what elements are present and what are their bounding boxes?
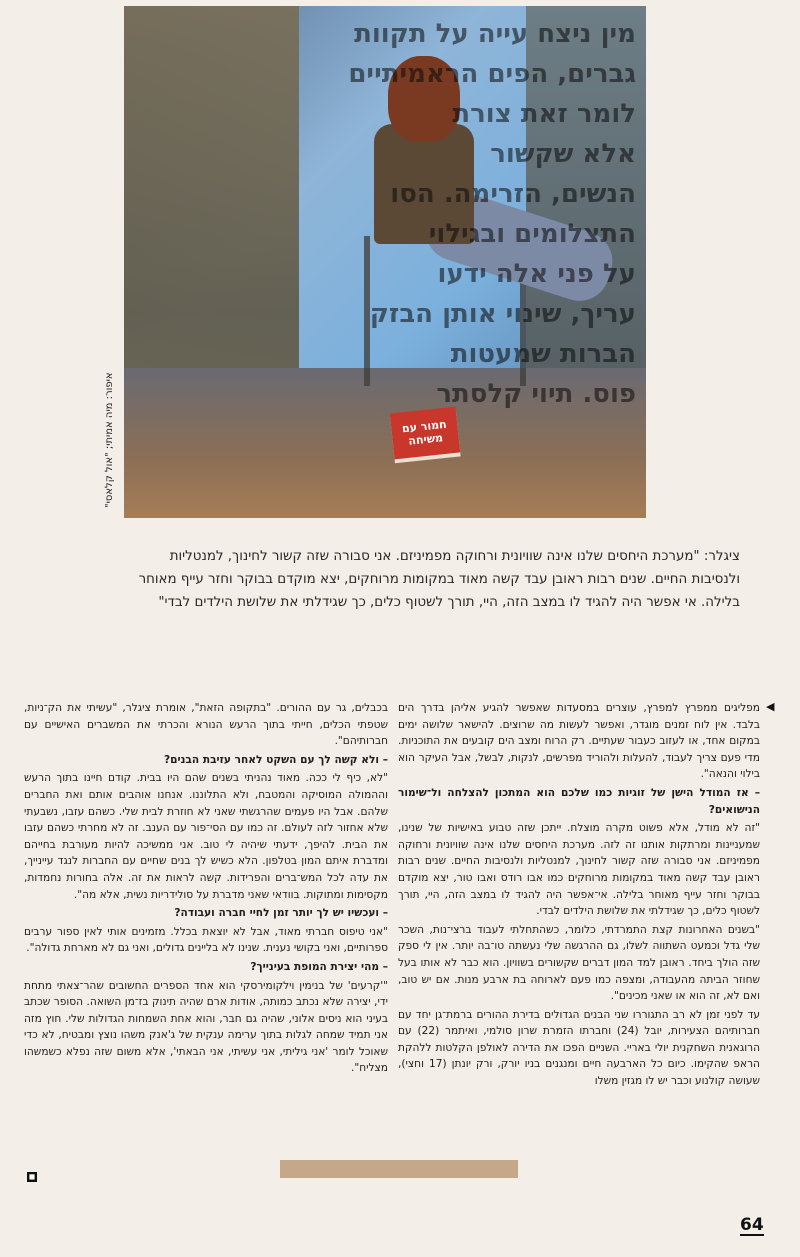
photo: [124, 6, 646, 518]
overlay-line: אלא שקשור: [490, 139, 636, 169]
interview-question: – ועכשיו יש לך יותר זמן לחיי חברה ועבודה?: [174, 907, 388, 920]
paragraph: "זה לא מודל, אלא פשוט מקרה מוצלח. ייתכן שזה טבוע באישיות של שנינו, שמעניינות ומרתקות אותנו זה לזה. מערכת היחסים שלנו אינה שוויונית ורחוקה מפמיניזם. אני סבורה שזה קשור לחינוך, למנטליות ולנסיבות החיים. שנים רבות ראובן עבד קשה מאוד במקומות מרוחקים כמו אבו רודס ואבו טור, יצא מוקדם בבוקר וחזר עייף מאוחר בלילה. אי־אפשר היה להגיד לו במצב הזה, היי, תורך לשטוף כלים, כך שגידלתי את שלושת הילדים לבדי.: [398, 822, 760, 918]
paragraph: "אני טיפוס חברתי מאוד, אבל לא יוצאת בכלל. מזמינים אותי לאין ספור ערבים ספרותיים, ואני בקושי נענית. שנינו לא בליינים גדולים, ואני גם לא מארחת גדולה".: [24, 925, 388, 955]
overlay-line: לומר זאת צורת: [452, 99, 636, 129]
paragraph: מפליגים ממפרץ למפרץ, עוצרים במסעדות שאפשר להגיע אליהן בדרך הים בלבד. אין לוח זמנים מוגדר, ואפשר לעשות מה שרוצים. להישאר שלושה ימים במקום אחד, או לעזוב כעבור שעתיים. רק הרוח ומצב הים קובעים את התוכניות. מדי פעם צריך לעבוד, להעלות ולהוריד מפרשים, לנקות, לבשל, אבל העיקר הוא בילוי והנאה".: [398, 702, 760, 781]
overlay-line: התצלומים ובגילוי: [428, 219, 636, 249]
photo-text-overlay: [124, 6, 646, 518]
paragraph: "לא, כיף לי ככה. מאוד נהניתי בשנים שהם היו בבית. קודם חיינו בתוך הרעש וההמולה המוסיקה והמטבח, ולא התלוננו. אנחנו אוהבים אותם ואת החברים שלהם. אבל היו פעמים שהרגשתי שאני לא חוזרת לבית שלי. כשהם עזבו, נשבעתי שלא אחזור לזה לעולם. זה כמו עם הסי־פור עם הענב. זה לא מחרתי כשהם עזבו את הבית. להיפך, ידעתי שיהיה לי טוב. אני ממשיכה להיות מעורבת בחייהם ומדברת איתם המון בטלפון. הלא כשיש לך בנים שחיים עם החברות לנגד עיינייך, את עדה לכל המש־ברים והפרידות. קשה לראות את זה. אלה בחורות נחמדות, מקסימות ומתוקות. בוודאי שאני מדברת על סולידריות נשית, אלא מה".: [24, 772, 388, 901]
end-mark-icon: ◼: [28, 1172, 36, 1181]
interview-question: – ולא קשה לך עם השקט לאחר עזיבת הבנים?: [163, 753, 388, 766]
overlay-line: על פני אלה ידעו: [437, 259, 636, 289]
article-column-left: [24, 700, 388, 1079]
photo-caption: ציגלר: "מערכת היחסים שלנו אינה שוויונית ורחוקה מפמיניזם. אני סבורה שזה קשור לחינוך, למנטליות ולנסיבות החיים. שנים רבות ראובן עבד קשה מאוד במקומות מרוחקים, יצא מוקדם בבוקר וחזר עייף מאוחר בלילה. אי אפשר היה להגיד לו במצב הזה, היי, תורך לשטוף כלים, כך שגידלתי את שלושת הילדים לבדי": [138, 549, 740, 610]
paragraph: "'קרעים' של בנימין וילקומירסקי הוא אחד הספרים החשובים שהר־צאתי מתחת ידי, יצירה שלא נכתב כמותה, אודות ארם שהיה תינוק בז־מן השואה. הסופר שכתב בעיני הוא ניסים אלוני, שהיה גם חבר, והוא אחת השמחות הגדולות שלי. חוץ מזה אני תמיד שמחה לגלות בתוך ערימה ענקית של ג'אנק משהו נוצץ ומבטיח, לא כדי שאוכל לומר 'אני גיליתי, אני עשיתי, אני הבאתי', אלא משום שזה נפלא כשמשהו מצליח".: [24, 979, 388, 1075]
decorative-bar: [280, 1160, 518, 1178]
overlay-line: הברות שמעטות: [450, 339, 636, 369]
overlay-line: פוס. תיוי קלסתר: [436, 379, 636, 409]
page-number: 64: [740, 1215, 764, 1235]
paragraph: עד לפני זמן לא רב התגוררו שני הבנים הגדולים בדירת ההורים ברמת־גן יחד עם חברותיהם הצעירות, יובל (24) וחברתו הזמרת שרון סולמי, ואיתמר (22) עם הרוגאנית השחקנית יולי באריי. השניים הפכו את הדירה לאולפן הקלטות ללהקת הראפ שהקימו. כיום כל הארבעה חיים ומנגנים בניו יורק, ורק יונתן (17 וחצי), שעושה קולנוע וכבר יש לו מגזין משלו: [398, 1008, 760, 1088]
overlay-line: גברים, הפים הראמיתיים: [348, 59, 636, 89]
arrow-marker-icon: ◀: [766, 700, 775, 713]
overlay-line: עריך, שינוי אותן הבזק: [369, 299, 636, 329]
overlay-line: מין ניצח עייה על תקוות: [354, 19, 636, 49]
article-column-right: [398, 700, 760, 1092]
interview-question: – מהי יצירת המופת בעינייך?: [250, 960, 388, 973]
photo-credit: איפור: מיה אמיתי; "אול קלאסי": [104, 372, 115, 508]
paragraph: בכבלים, גר עם ההורים. "בתקופה הזאת", אומרת ציגלר, "עשיתי את הק־ניות, שטפתי הכלים, חייתי בתוך הרעש הנורא והכרתי את המשברים האישיים עם חברותיהם".: [24, 702, 388, 748]
overlay-line: הנשים, הזרימה. הסו: [390, 179, 636, 209]
paragraph: "בשנים האחרונות קצת התמרדתי, כלומר, כשהתחלתי לעבוד ברצי־נות, השכר שלי גדל וכמעט השתווה לשלו, גם ההרגשה שלי נעשתה טו־בה יותר. אין לי ספק שזה הולך ביחד. ראובן למד המון דברים שקשורים בשוויון. הוא כבר לא אותו בעל שחוזר הביתה מהעבודה, ומצפה כמו פעם לארוחה בת ארבע מנות. אם יש טוב, ואם לא, זה הוא או שאני מכינים".: [398, 923, 760, 1003]
book-title: חמור עם משיחה: [401, 417, 448, 448]
interview-question: – אז המודל הישן של זוגיות כמו שלכם הוא המתכון להצלחה ול־שימור הנישואים?: [398, 786, 760, 816]
